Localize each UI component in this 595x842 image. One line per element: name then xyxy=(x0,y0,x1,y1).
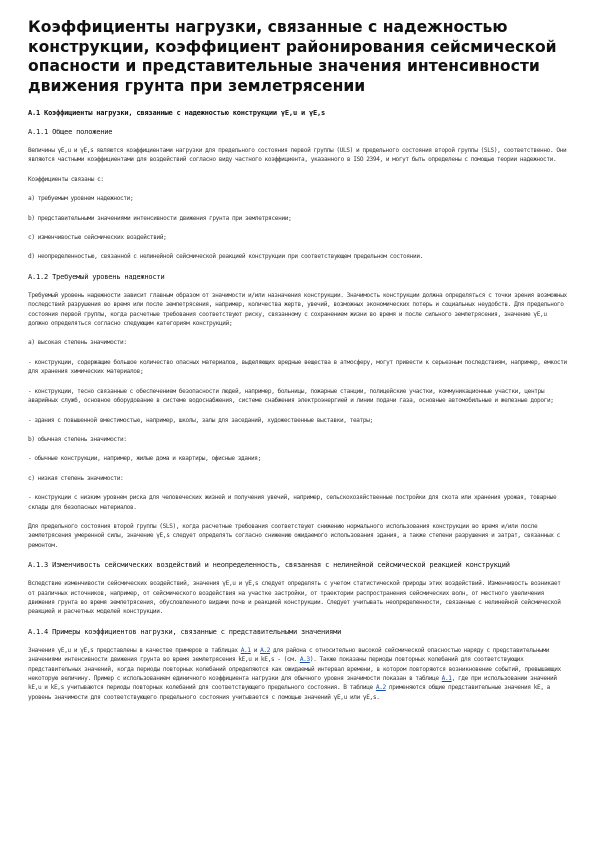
paragraph: Значения γE,u и γE,s представлены в качестве примеров в таблицах А.1 и А.2 для района с относительно высокой сейсмической опасностью наряду с представительными значениями интенсивности движения грунта во время землетрясения kE,u и kE,s - (см. А.3). Также показаны периоды повторных колебаний для соответствующих представительных значений, когда периоды повторных колебаний определяются как ожидаемый интервал времени, в котором повторяются возникновение событий, превышающих некоторую величину. Пример с использованием единичного коэффициента нагрузки для обычного уровня значимости показан в таблице А.1, где при использовании значений kE,u и kE,s учитываются периоды повторных колебаний для соответствующего предельного состояния. В таблице А.2 применяются общие представительные значения kE, а уровень значимости для соответствующего предельного состояния учитывается с помощью значений γE,u или γE,s. xyxy=(28,646,561,701)
section-a1-heading: А.1 Коэффициенты нагрузки, связанные с надежностью конструкции γE,u и γE,s xyxy=(28,109,326,117)
paragraph: Коэффициенты связаны с: xyxy=(28,175,104,183)
section-a3-link[interactable]: А.3 xyxy=(299,656,310,664)
table-a2-link[interactable]: А.2 xyxy=(260,646,271,654)
list-item: - здания с повышенной вместимостью, например, школы, залы для заседаний, художественные выставки, театры; xyxy=(28,416,373,424)
list-item: a) требуемым уровнем надежности; xyxy=(28,195,134,203)
section-a11-heading: А.1.1 Общее положение xyxy=(28,128,113,136)
section-a13-heading: А.1.3 Изменчивость сейсмических воздействий и неопределенность, связанная с нелинейной сейсмической реакцией конструкций xyxy=(28,561,510,570)
paragraph: Требуемый уровень надежности зависит главным образом от значимости и/или назначения конструкции. Значимость конструкции должна определяться с точки зрения возможных последствий разрушения во время или после землетрясения, например, количества жертв, увечий, возможных экономических потерь и социальных неудобств. Для предельного состояния первой группы, когда расчетные требования соответствуют риску, связанному с сохранением жизни во время и после сильного землетрясения, значение γE,u должно определяться согласно следующим категориям конструкций; xyxy=(28,291,567,328)
page-title: Коэффициенты нагрузки, связанные с надежностью конструкции, коэффициент районирования сейсмической опасности и представительные значения интенсивности движения грунта при землетрясении xyxy=(28,18,557,95)
list-item: c) низкая степень значимости: xyxy=(28,474,124,482)
paragraph: Вследствие изменчивости сейсмических воздействий, значения γE,u и γE,s следует определять с учетом статистической природы этих воздействий. Изменчивость возникает от различных источников, например, от сейсмического воздействия на участке застройки, от траектории распространения сейсмических волн, от местного увеличения движения грунта во время землетрясения, обусловленного видами почв и реакцией конструкции. Следует учитывать неопределенности, связанные с нелинейной сейсмической реакцией и расчетных моделей конструкции. xyxy=(28,580,561,616)
list-item: d) неопределенностью, связанной с нелинейной сейсмической реакцией конструкции при соответствующем предельном состоянии. xyxy=(28,253,423,261)
list-item: - конструкции с низким уровнем риска для человеческих жизней и получения увечий, например, сельскохозяйственные постройки для скота или хранения урожая, товарные склады для безопасных материалов. xyxy=(28,494,557,511)
section-a14-heading: А.1.4 Примеры коэффициентов нагрузки, связанные с представительными значениями xyxy=(28,627,342,636)
list-item: b) обычная степень значимости: xyxy=(28,435,127,443)
section-a12-heading: А.1.2 Требуемый уровень надежности xyxy=(28,272,165,281)
list-item: c) изменчивостью сейсмических воздействий; xyxy=(28,234,167,242)
paragraph: Величины γE,u и γE,s являются коэффициентами нагрузки для предельного состояния первой группы (ULS) и предельного состояния второй группы (SLS), соответственно. Они являются частными коэффициентами для воздействий согласно виду частного коэффициента, указанного в ISO 2394, и могут быть определены с помощью теории надежности. xyxy=(28,147,567,164)
list-item: - обычные конструкции, например, жилые дома и квартиры, офисные здания; xyxy=(28,455,261,463)
list-item: b) представительными значениями интенсивности движения грунта при землетрясении; xyxy=(28,214,292,222)
table-a1-link[interactable]: А.1 xyxy=(240,646,251,654)
paragraph: Для предельного состояния второй группы (SLS), когда расчетные требования соответствуют снижению нормального использования конструкции во время и/или после землетрясения умеренной силы, значение γE,s следует определять согласно снижению ожидаемого использования здания, а также степени разрушения и затрат, связанных с ремонтом. xyxy=(28,522,560,549)
list-item: - конструкции, тесно связанные с обеспечением безопасности людей, например, больницы, пожарные станции, полицейские участки, коммуникационные участки, центры аварийных служб, основное оборудование в системе водоснабжения, системе снабжения электроэнергией и линии подачи газа, основные автомобильные и железные дороги; xyxy=(28,387,554,405)
list-item: a) высокая степень значимости: xyxy=(28,339,127,347)
table-a1-link[interactable]: А.1 xyxy=(441,675,452,682)
list-item: - конструкции, содержащие большое количество опасных материалов, выделяющих вредные вещества в атмосферу, могут привести к серьезным последствиям, например, емкости для хранения химических материалов; xyxy=(28,358,567,376)
table-a2-link[interactable]: А.2 xyxy=(375,684,386,692)
